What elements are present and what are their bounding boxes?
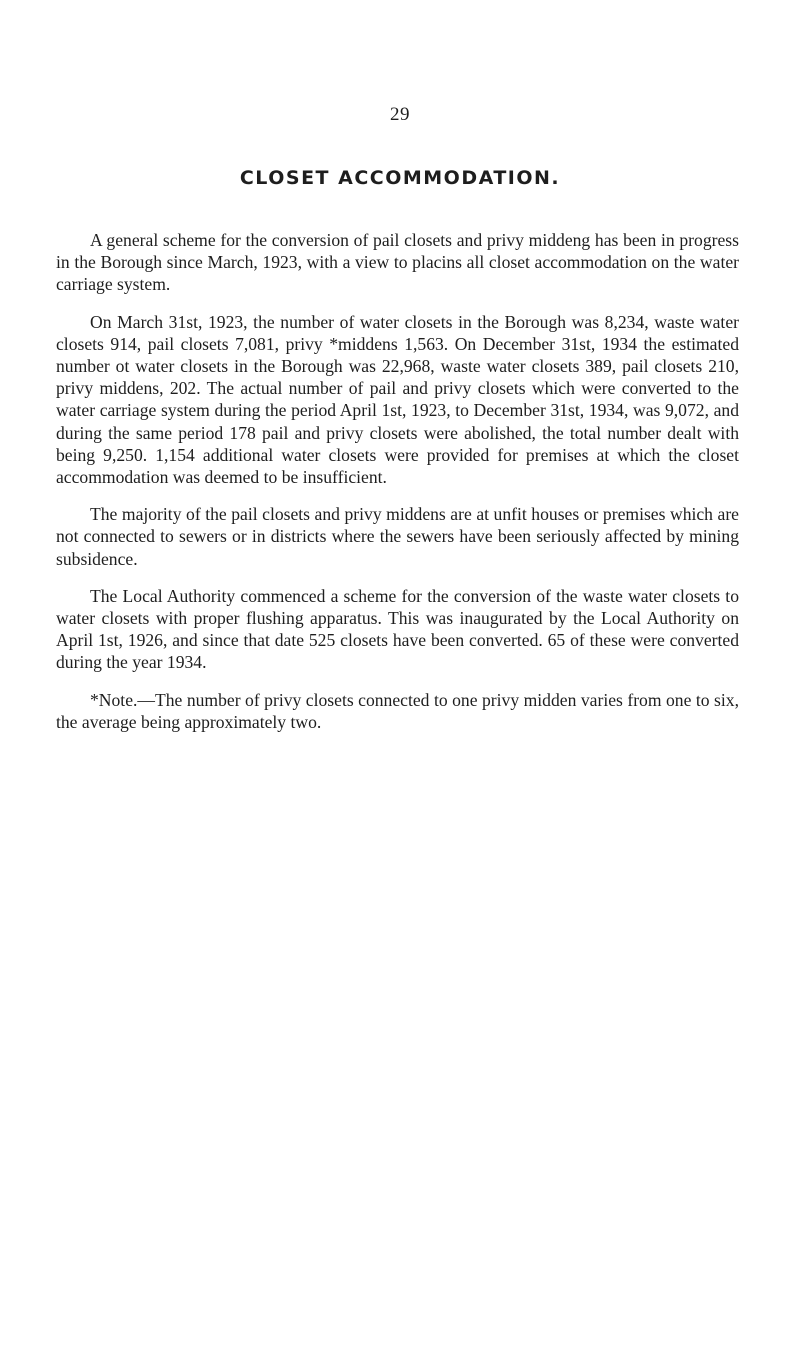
body-text: [56, 229, 739, 748]
page-number: 29: [390, 104, 410, 125]
paragraph-waste-water-conversion: The Local Authority commenced a scheme for the conversion of the waste water closets to water closets with proper flushing apparatus. This was inaugurated by the Local Authority on April 1st, 1926, and since that date 525 closets have been converted. 65 of these were converted during the year 1934.: [56, 585, 739, 673]
section-title: CLOSET ACCOMMODATION.: [239, 167, 561, 189]
paragraph-majority-unfit-houses: The majority of the pail closets and privy middens are at unfit houses or premises which are not connected to sewers or in districts where the sewers have been seriously affected by mining subsidence.: [56, 504, 739, 569]
paragraph-general-scheme: A general scheme for the conversion of pail closets and privy middeng has been in progress in the Borough since March, 1923, with a view to placins all closet accommodation on the water carriage system.: [56, 230, 739, 295]
paragraph-footnote: *Note.—The number of privy closets connected to one privy midden varies from one to six, the average being approximately two.: [56, 689, 739, 732]
paragraph-closet-statistics: On March 31st, 1923, the number of water closets in the Borough was 8,234, waste water closets 914, pail closets 7,081, privy *middens 1,563. On December 31st, 1934 the estimated number ot water closets in the Borough was 22,968, waste water closets 389, pail closets 210, privy middens, 202. The actual number of pail and privy closets which were converted to the water carriage system during the period April 1st, 1923, to December 31st, 1934, was 9,072, and during the same period 178 pail and privy closets were abolished, the total number dealt with being 9,250. 1,154 additional water closets were provided for premises at which the closet accommodation was deemed to be insufficient.: [56, 311, 739, 488]
